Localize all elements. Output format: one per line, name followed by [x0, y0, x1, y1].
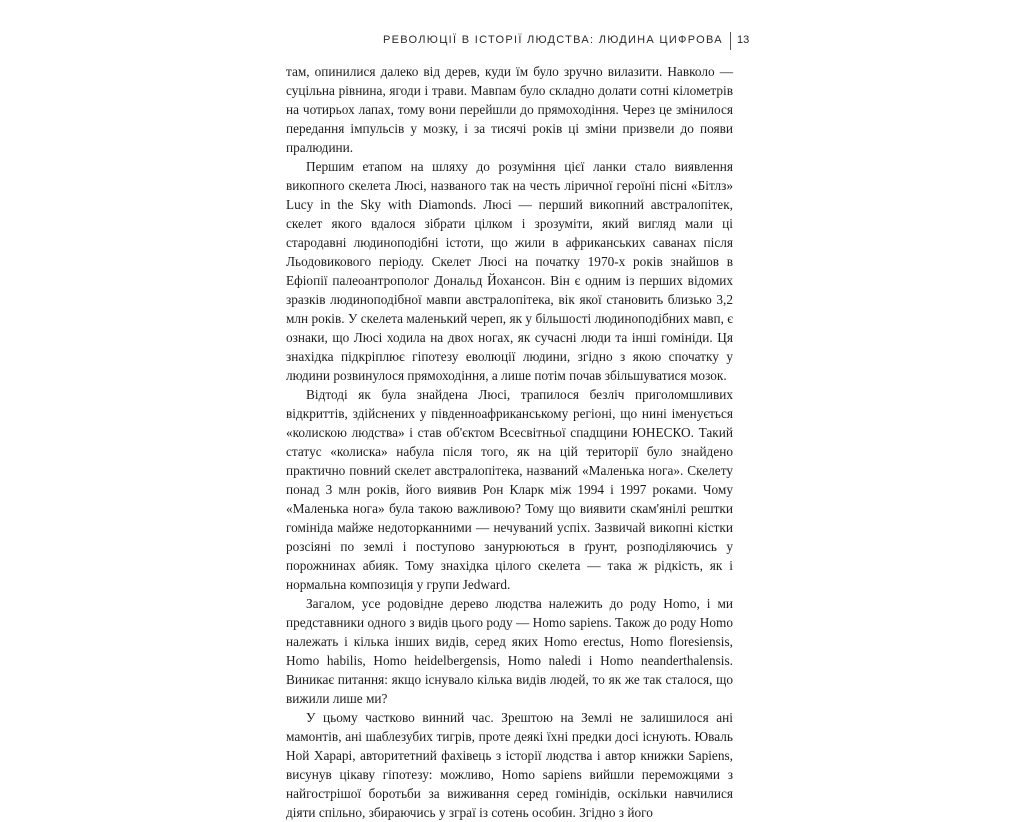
running-title: РЕВОЛЮЦІЇ В ІСТОРІЇ ЛЮДСТВА: ЛЮДИНА ЦИФРОВА — [383, 34, 723, 46]
paragraph-1: там, опинилися далеко від дерев, куди їм було зручно вилазити. Навколо — суцільна рівнина, ягоди і трави. Мавпам було складно долати сотні кілометрів на чотирьох лапах, тому вони перейшли до прямоходіння. Через це змінилося передання імпульсів у мозку, і за тисячі років ці зміни призвели до появи пралюдини. — [286, 64, 733, 155]
header-divider — [730, 32, 731, 50]
paragraph-5: У цьому частково винний час. Зрештою на Землі не залишилося ані мамонтів, ані шаблезубих тигрів, проте деякі їхні предки досі існують. Юваль Ной Харарі, авторитетний фахівець з історії людства і автор книжки Sapiens, висунув цікаву гіпотезу: можливо, Homo sapiens вийшли переможцями з найгострішої боротьби за виживання серед гомінідів, оскільки навчилися діяти спільно, збираючись у зграї із сотень особин. Згідно з його — [286, 710, 733, 820]
running-header — [285, 32, 753, 54]
paragraph-2: Першим етапом на шляху до розуміння цієї ланки стало виявлення викопного скелета Люсі, названого так на честь ліричної героїні пісні «Бітлз» Lucy in the Sky with Diamonds. Люсі — перший викопний австралопітек, скелет якого вдалося зібрати цілком і зрозуміти, який вигляд мали ці стародавні людиноподібні істоти, що жили в африканських саванах після Льодовикового періоду. Скелет Люсі на початку 1970-х років знайшов в Ефіопії палеоантрополог Дональд Йохансон. Він є одним із перших відомих зразків людиноподібної мавпи австралопітека, вік якої становить близько 3,2 млн років. У скелета маленький череп, як у більшості людиноподібних мавп, є ознаки, що Люсі ходила на двох ногах, як сучасні люди та інші гомініди. Ця знахідка підкріплює гіпотезу еволюції людини, згідно з якою спочатку у людини розвинулося прямоходіння, а лише потім почав збільшуватися мозок. — [286, 159, 733, 383]
paragraph-3: Відтоді як була знайдена Люсі, трапилося безліч приголомшливих відкриттів, здійснених у південноафриканському регіоні, що нині іменується «колискою людства» і став об'єктом Всесвітньої спадщини ЮНЕСКО. Такий статус «колиска» набула після того, як на цій території було знайдено практично повний скелет австралопітека, названий «Маленька нога». Скелету понад 3 млн років, його виявив Рон Кларк між 1994 і 1997 роками. Чому «Маленька нога» була такою важливою? Тому що виявити скам'янілі рештки гомініда майже недоторканними — нечуваний успіх. Зазвичай викопні кістки розсіяні по землі і поступово занурюються в ґрунт, розподіляючись у порожнинах абияк. Тому знахідка цілого скелета — така ж рідкість, як і нормальна композиція у групи Jedward. — [286, 387, 733, 592]
body-text — [286, 62, 733, 822]
paragraph-4: Загалом, усе родовідне дерево людства належить до роду Homo, і ми представники одного з видів цього роду — Homo sapiens. Також до роду Homo належать і кілька інших видів, серед яких Homo erectus, Homo floresiensis, Homo habilis, Homo heidelbergensis, Homo naledi і Homo neanderthalensis. Виникає питання: якщо існувало кілька видів людей, то як же так сталося, що вижили лише ми? — [286, 596, 733, 706]
page-number: 13 — [737, 34, 750, 46]
